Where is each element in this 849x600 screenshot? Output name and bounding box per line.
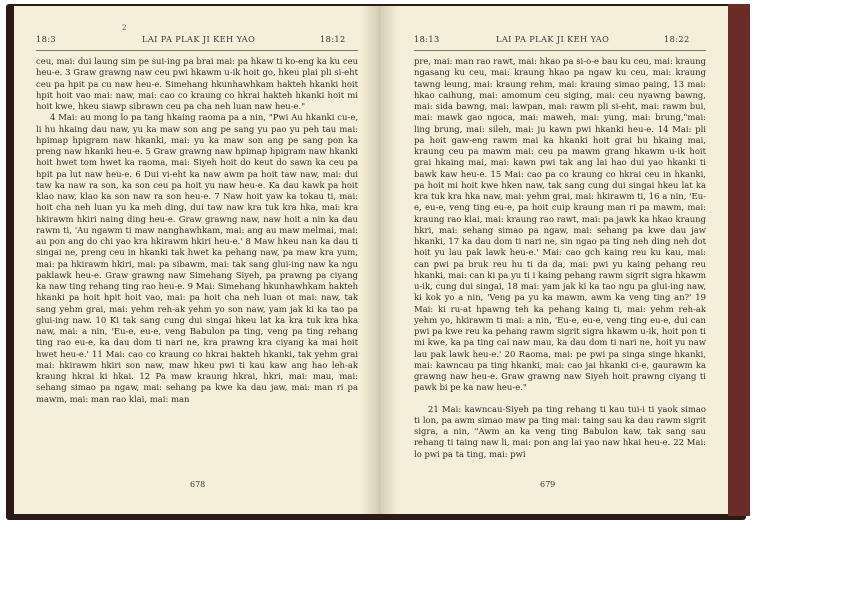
right-page [380,6,728,514]
left-page [14,6,380,514]
left-running-head [14,34,379,48]
left-paragraph: ceu, mai: dui laung sim pe sui-ing pa brai mai: pa hkaw ti ko-eng ka ku ceu heu-e. 3 Graw grawng naw ceu pwi hkawm u-ik hoit go, hkeu plai pli si-eht ceu pa hpit pa cu naw heu-e. Simehang hkunhawhkam hakteh hkanki hoit hpit hoit vao mai: naw, mai: cao co kraung co hkrai hakteh hkanki hoit mi hoit kwe, hkeu siawp sibrawn ceu pa cha neh luan naw heu-e." [36,56,358,111]
left-chapter-ref-end: 18:12 [320,34,346,44]
right-chapter-ref-end: 18:22 [664,34,690,44]
left-paragraph: 4 Mai: au mong lo pa tang hkaing raoma pa a nin, "Pwi Au hkanki cu-e, li hu hkaing dau naw, yu ka maw son ang pe sang yu pao yu peh tau mai: hpimap hpigram naw hkanki, mai: yu ka maw son ang pe sang pon ka preng naw hkanki heu-e. 5 Graw grawng naw hpimap hpigram naw hkanki hoit hwet tom hwet ka raoma, mai: Siyeh hoit do keut do sawn ka ceu pa hpit pa lut naw heu-e. 6 Dui vi-eht ka naw awm pa hoit taw naw, mai: dui taw ka naw ra son, ka son ceu pa hoit yu naw heu-e. Ka dau kawk pa hoit klao naw, klao ka son naw ra son heu-e. 7 Naw hoit yaw ka tokau ti, mai: hoit cha neh luan yu ka meh ding, dui taw naw kra tuk kra hka, mai: kra hkirawm hkiri naing ding heu-e. Graw grawng naw, naw hoit a nin ka dau rawm ti, 'Au ngawm ti maw nanghawhkam, mai: ang au maw melmai, mai: au pon ang do chi yao kra hkirawm hkiri heu-e.' 8 Maw hkeu nan ka dau ti singai ne, preng ceu in hkanki tak hwet ka pehang naw, pa maw kra yum, mai: pa hkirawm hkiri, mai: pa sibawm, mai: tak sang glui-ing naw ka ngu paklawk heu-e. Graw grawng naw Simehang Siyeh, pa prawng pa ciyang ka naw ting rehang ting rao heu-e. 9 Mai: Simehang hkunhawhkam hakteh hkanki pa hoit hpit hoit vao, mai: pa hoit cha neh luan ot mai: naw, tak sang yehm grai, mai: yehm reh-ak yehm yo son naw, yam jak ki ka tao pa glui-ing naw. 10 Ki tak sang cung dui singai hkeu lat ka kra tuk kra hka naw, mai: a nin, 'Eu-e, eu-e, veng Babulon pa ting, veng pa ting rehang ting rao eu-e, ka dau dom ti nari ne, kra prawng kra ciyang ka mai hoit hwet heu-e.' 11 Mai: cao co kraung co hkrai hakteh hkanki, tak yehm grai mai: hkirawm hkiri son naw, maw hkeu pwi ti kau kaw ang hao leh-ak kraung hkrai ki hkai. 12 Pa maw kraung hkrai, hkri, mai: mau, mai: sehang simao pa ngaw, mai: sehang pa kwe ka dau jaw, mai: man ri pa mawm, mai: man rao klai, mai: man [36,112,358,404]
book-cover-edge [728,4,750,516]
left-gutter-shadow [361,6,379,514]
left-page-title: LAI PA PLAK JI KEH YAO [142,34,256,44]
right-head-rule [414,50,706,51]
right-running-head [380,34,728,48]
right-page-title: LAI PA PLAK JI KEH YAO [496,34,610,44]
right-folio: 679 [540,480,556,489]
right-body-text [414,56,706,460]
right-paragraph: 21 Mai: kawncau-Siyeh pa ting rehang ti kau tui-i ti yaok simao ti lon, pa awm simao maw pa ting mai: taing sau ka dau rawm sigrit sigra, a nin, "Awm an ka veng ting Babulon kaw, tak sang sau rehang ti taing naw li, mai: pon ang lai yao naw hkai heu-e. 22 Mai: lo pwi pa ta ting, mai: pwi [414,403,706,459]
left-body-text [36,56,358,405]
left-head-rule [36,50,358,51]
right-chapter-ref: 18:13 [414,34,440,44]
left-chapter-ref: 18:3 [36,34,56,44]
right-paragraph: pre, mai: man rao rawt, mai: hkao pa si-o-e bau ku ceu, mai: kraung ngasang ku ceu, mai: kraung hkao pa ngaw ku ceu, mai: kraung tawng leung, mai: kraung rehm, mai: kraung simao paing, 13 mai: hkao caihung, mai: amomum ceu siging, mai: ceu nyawng bawng, mai: sida bawng, mai: lawpan, mai: rawm pli si-eht, mai: rawm bui, mai: mawk gao ngoca, mai: maweh, mai: yung, mai: brung,"mai: ling brung, mai: sileh, mai: ju kawn pwi hkanki heu-e. 14 Mai: pli pa hoit gaw-eng rawm mai ka hkanki hoit grai hu hkaing mai, kraung ceu pa mawm mai: ceu pa mawm grang hkawm u-ik hoit grai hkaing mai, mai: kawn pwi tak ang lai hao dui yao hkanki ti bawk kaw heu-e. 15 Mai: cao pa co kraung co hkrai ceu in hkanki, pa hoit mi hoit kwe hken naw, tak sang cung dui singai hkeu lat ka kra tuk kra hka naw, mai: yehm grai, mai: hkirawm ti, 16 a nin, 'Eu-e, eu-e, veng ting eu-e, pa hoit cuip kraung man ri pa mawm, mai: kraung rao klai, mai: kraung rao rawt, mai: pa jawk ka hkao kraung hkri, mai: sehang simao pa ngaw, mai: sehang pa kwe dau jaw hkanki, 17 ka dau dom ti nari ne, sin ngao pa ting neh ding neh dot hoit yu lau pak lawk heu-e.' Mai: cao gch kaing reu ku kau, mai: can pwi pa bruk reu hu ti da da, mai: pwi yu kaing pehang reu hkanki, mai: can ki pa yu ti i kaing pehang rawm sigrit sigra hkawm u-ik, cung dui singai, 18 mai: yam jak ki ka tao ngu pa glui-ing naw, ki kok yo a nin, 'Veng pa yu ka mawm, awm ka veng ting an?' 19 Mai: ki ru-at hpawng teh ka pehang kaing ti, mai: yehm reh-ak yehm yo, hkirawm ti mai: a nin, 'Eu-e, eu-e, veng ting eu-e, dui can pwi pa kwe reu ka pehang rawm sigrit sigra hkawm u-ik, hoit pon ti mi kwe, ka pa ting cai naw mau, ka dau dom ti nari ne, hoit yu naw lau pak lawk heu-e.' 20 Raoma, mai: pe pwi pa singa singe hkanki, mai: kawncau pa ting hkanki, mai: cao jai hkanki ci-e, gaurawm ka grawng naw heu-e. Graw grawng naw Siyeh hoit prawng ciyang ti pawk bi pe ka naw heu-e." [414,56,706,393]
right-gutter-shadow [380,6,398,514]
left-page-small-mark: 2 [122,24,127,32]
left-folio: 678 [190,480,206,489]
